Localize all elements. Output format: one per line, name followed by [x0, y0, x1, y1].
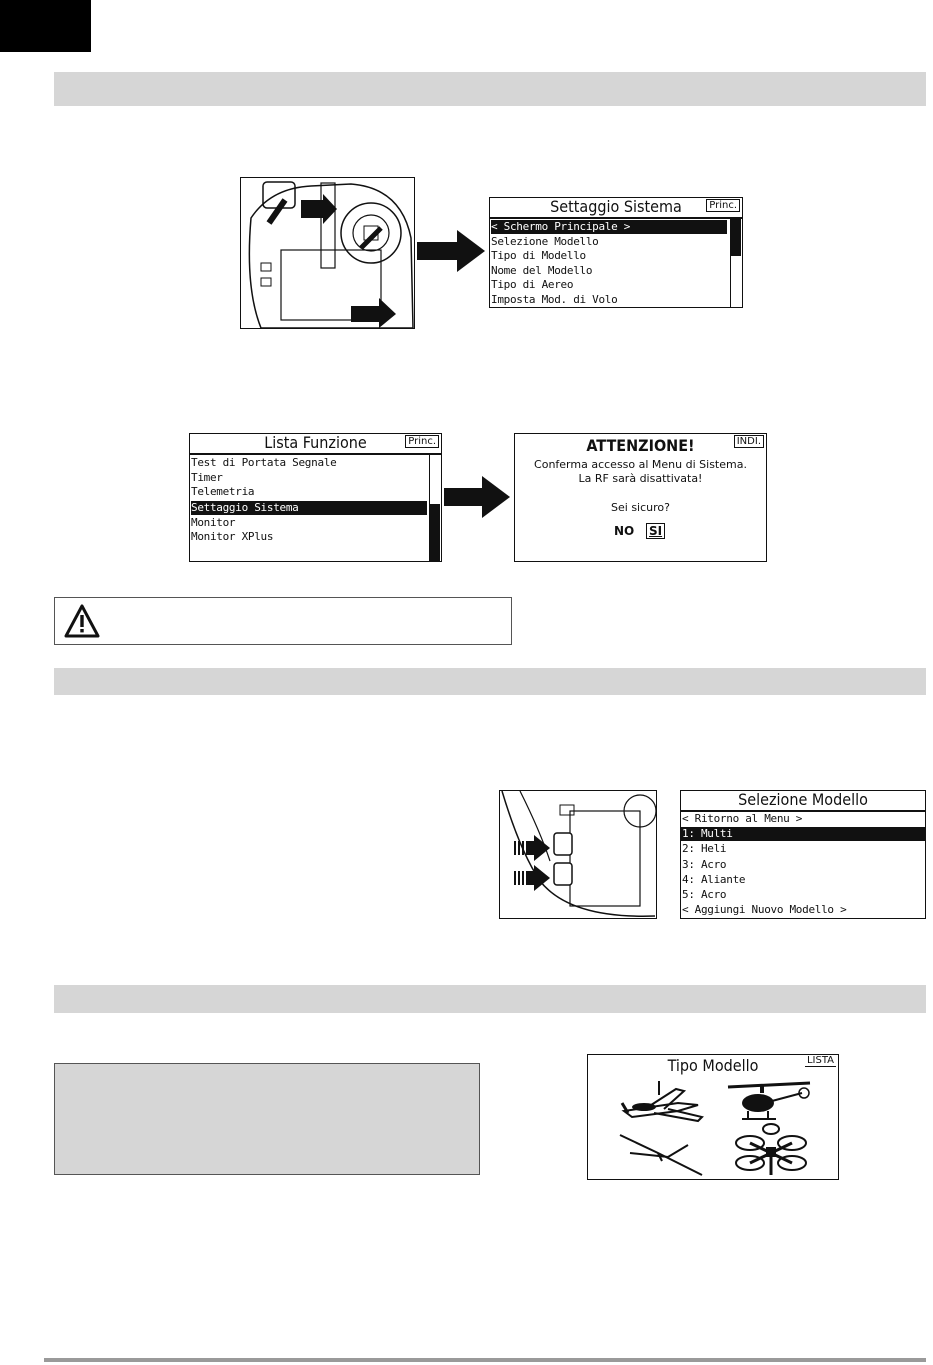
menu-item[interactable]: Selezione Modello [491, 235, 599, 248]
lcd-tag: LISTA [806, 1055, 834, 1066]
lcd-title: Selezione Modello [738, 790, 868, 809]
menu-item[interactable]: < Aggiungi Nuovo Modello > [682, 903, 847, 916]
note-box [54, 1063, 480, 1175]
menu-item[interactable]: Telemetria [191, 485, 255, 498]
yes-button[interactable]: SI [646, 523, 665, 539]
section-bar-3 [54, 985, 926, 1013]
section-bar-1 [54, 72, 926, 106]
glider-icon[interactable] [618, 1131, 704, 1177]
lcd-model-select [680, 790, 926, 919]
lcd-warning-dialog [514, 433, 767, 562]
lcd-tag: Princ. [706, 199, 740, 212]
dialog-question: Sei sicuro? [611, 501, 670, 514]
scrollbar-thumb[interactable] [430, 504, 440, 562]
menu-item[interactable]: 2: Heli [682, 842, 727, 855]
dialog-title: ATTENZIONE! [586, 436, 695, 455]
menu-item[interactable]: Monitor [191, 516, 236, 529]
page-tab [0, 0, 91, 52]
transmitter-illustration [241, 178, 415, 329]
menu-item[interactable]: 1: Multi [681, 827, 925, 841]
menu-item[interactable]: Test di Portata Segnale [191, 456, 337, 469]
menu-item[interactable]: 5: Acro [682, 888, 727, 901]
warning-icon [64, 604, 100, 638]
menu-item[interactable]: 3: Acro [682, 858, 727, 871]
lcd-divider [490, 217, 742, 219]
arrow-right-icon [417, 230, 485, 272]
lcd-function-list [189, 433, 442, 562]
lcd-tag: Princ. [405, 435, 439, 448]
menu-item[interactable]: Nome del Modello [491, 264, 593, 277]
menu-item[interactable]: Monitor XPlus [191, 530, 274, 543]
lcd-model-type [587, 1054, 839, 1180]
lcd-title: Lista Funzione [264, 433, 367, 452]
dialog-line-2: La RF sarà disattivata! [578, 472, 703, 485]
helicopter-icon[interactable] [726, 1079, 812, 1125]
arrow-right-icon [444, 476, 510, 518]
menu-item[interactable]: < Ritorno al Menu > [682, 812, 803, 825]
menu-item[interactable]: Tipo di Aereo [491, 278, 574, 291]
section-bar-2 [54, 668, 926, 695]
scrollbar-thumb[interactable] [731, 218, 741, 256]
multirotor-icon[interactable] [728, 1121, 814, 1177]
menu-item[interactable]: 4: Aliante [682, 873, 746, 886]
lcd-divider [190, 453, 441, 455]
lcd-tag: INDI. [734, 435, 764, 448]
transmitter-photo-buttons [499, 790, 657, 919]
dialog-line-1: Conferma accesso al Menu di Sistema. [534, 458, 747, 471]
warning-box [54, 597, 512, 645]
menu-item[interactable]: Imposta Mod. di Volo [491, 293, 618, 306]
menu-item[interactable]: Tipo di Modello [491, 249, 586, 262]
airplane-icon[interactable] [618, 1081, 704, 1127]
menu-item[interactable]: Timer [191, 471, 223, 484]
lcd-system-settings [489, 197, 743, 308]
transmitter-illustration [500, 791, 657, 919]
footer-rule [44, 1358, 926, 1362]
transmitter-photo-power [240, 177, 415, 329]
menu-item[interactable]: < Schermo Principale > [491, 220, 727, 234]
menu-item[interactable]: Settaggio Sistema [191, 501, 427, 515]
no-button[interactable]: NO [614, 524, 635, 538]
lcd-title: Tipo Modello [667, 1056, 759, 1075]
lcd-title: Settaggio Sistema [550, 197, 682, 216]
